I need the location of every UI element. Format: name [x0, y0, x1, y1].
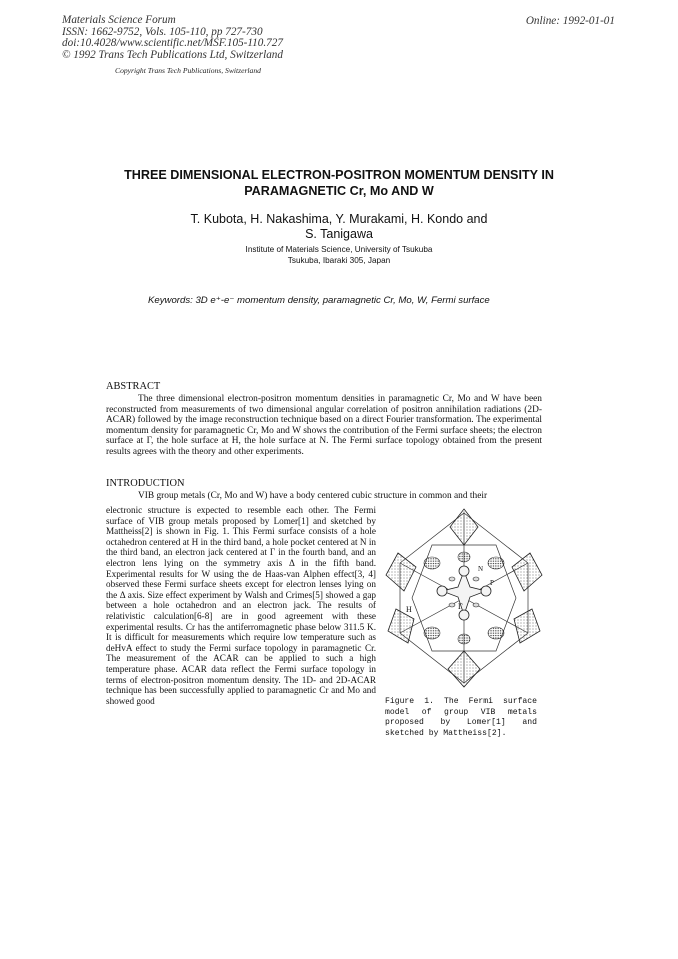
issn-line: ISSN: 1662-9752, Vols. 105-110, pp 727-730	[62, 25, 263, 38]
introduction-heading: INTRODUCTION	[106, 478, 185, 489]
intro-column-text: electronic structure is expected to resemble each other. The Fermi surface of VIB group metals proposed by Lomer[1] and sketched by Mattheiss[2] is shown in Fig. 1. This Fermi surface consists of a hole octahedron centered at H in the third band, a hole pocket centered at N in the third band, an electron jack centered at Γ in the fourth band, and an electron lens lying on the symmetry axis Δ in the fifth band. Experimental results for W using the de Haas-van Alphen effect[3, 4] observed these Fermi surface sheets except for electron lenses lying on the Δ axis. Size effect experiment by Walsh and Crimes[5] showed a gap between a hole octahedron and an electron jack. The results of relativistic calculation[6-8] are in good agreement with these experimental results. Cr has the antiferromagnetic phase below 311.5 K. It is difficult for measurements which require low temperature such as deHvA effect to study the Fermi surface topology in paramagnetic Cr. The measurement of the ACAR can be applied to such a high temperature phase. ACAR data reflect the Fermi surface topology in terms of electron-positron momentum density. The 1D- and 2D-ACAR technique has been successfully applied to paramagnetic Cr and Mo and showed good	[106, 505, 376, 706]
affiliation	[110, 244, 568, 266]
online-date: Online: 1992-01-01	[525, 15, 615, 27]
intro-first-line: VIB group metals (Cr, Mo and W) have a body centered cubic structure in common and their	[138, 491, 488, 501]
abstract-text: The three dimensional electron-positron momentum densities in paramagnetic Cr, Mo and W have been reconstructed from measurements of two dimensional angular correlation of positron annihilation radiations (2D-ACAR) followed by the image reconstruction technique based on a direct Fourier transformation. The experimental momentum density for paramagnetic Cr, Mo and W shows the contribution of the Fermi surface sheets; the electron surface at Γ, the hole surface at H, the hole surface at N. The Fermi surface topology obtained from the present results agrees with the theory and other experiments.	[106, 394, 542, 457]
journal-info	[62, 15, 283, 61]
authors-line-2: S. Tanigawa	[305, 226, 373, 241]
abstract-body	[106, 394, 542, 457]
keywords: Keywords: 3D e⁺-e⁻ momentum density, paramagnetic Cr, Mo, W, Fermi surface	[148, 295, 490, 306]
label-p: P	[490, 579, 494, 587]
title-line-1: THREE DIMENSIONAL ELECTRON-POSITRON MOMENTUM DENSITY IN	[124, 168, 554, 182]
abstract-heading: ABSTRACT	[106, 381, 161, 392]
publisher-line: © 1992 Trans Tech Publications Ltd, Switzerland	[62, 48, 283, 61]
paper-title	[100, 168, 578, 199]
authors-line-1: T. Kubota, H. Nakashima, Y. Murakami, H. Kondo and	[190, 212, 488, 226]
label-h: H	[406, 605, 412, 614]
affiliation-line-2: Tsukuba, Ibaraki 305, Japan	[287, 256, 391, 265]
copyright-line: Copyright Trans Tech Publications, Switzerland	[115, 66, 261, 75]
doi-line: doi:10.4028/www.scientific.net/MSF.105-110.727	[62, 37, 283, 50]
label-n: N	[478, 565, 484, 573]
author-list	[110, 212, 568, 241]
figure-caption: Figure 1. The Fermi surface model of group VIB metals proposed by Lomer[1] and sketched by Mattheiss[2].	[385, 697, 537, 738]
fermi-surface-drawing	[382, 505, 546, 690]
fermi-surface-figure	[382, 505, 546, 690]
affiliation-line-1: Institute of Materials Science, University of Tsukuba	[245, 245, 433, 254]
label-gamma: Γ	[458, 602, 463, 611]
title-line-2: PARAMAGNETIC Cr, Mo AND W	[244, 183, 434, 198]
journal-name: Materials Science Forum	[62, 14, 176, 26]
